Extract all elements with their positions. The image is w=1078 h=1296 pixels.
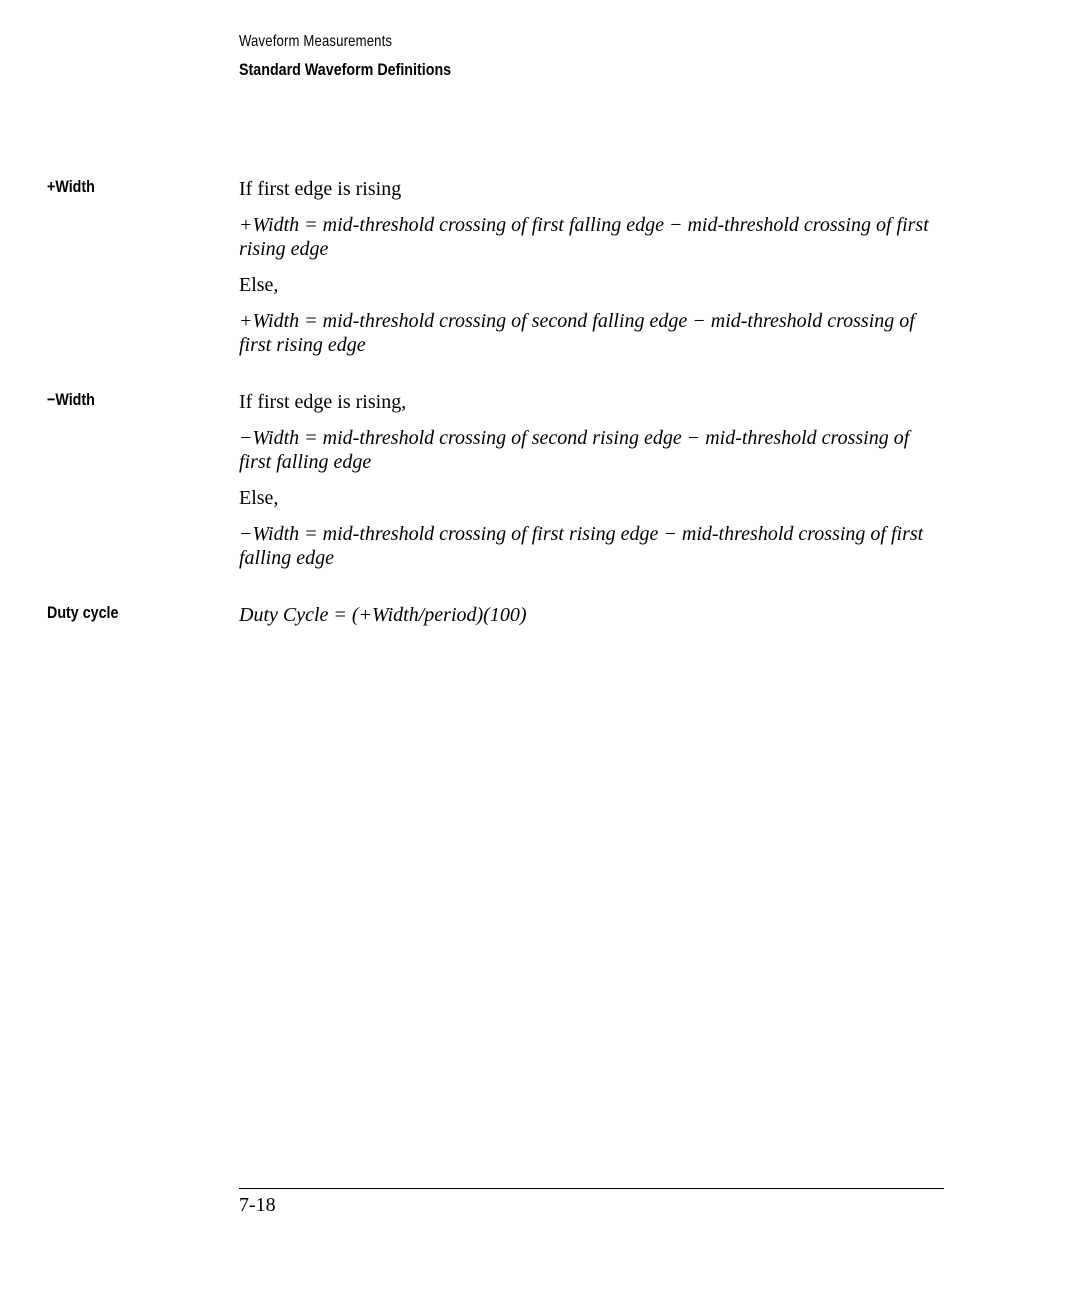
section-title: Standard Waveform Definitions — [239, 60, 452, 79]
formula-text: −Width = mid-threshold crossing of second rising edge − mid-threshold crossing of first falling edge — [239, 427, 910, 473]
condition-text: If first edge is rising, — [239, 391, 407, 413]
term-duty-cycle: Duty cycle — [47, 603, 119, 622]
term-minus-width: −Width — [47, 390, 95, 409]
formula-text: +Width = mid-threshold crossing of second falling edge − mid-threshold crossing of first rising edge — [239, 310, 915, 356]
formula-text: −Width = mid-threshold crossing of first rising edge − mid-threshold crossing of first falling edge — [239, 523, 924, 569]
definition-body — [239, 390, 929, 582]
formula-text: +Width = mid-threshold crossing of first falling edge − mid-threshold crossing of first rising edge — [239, 214, 929, 260]
condition-text: If first edge is rising — [239, 178, 402, 200]
definition-body — [239, 177, 929, 369]
definition-body — [239, 603, 929, 639]
formula-text: Duty Cycle = (+Width/period)(100) — [239, 604, 527, 626]
else-text: Else, — [239, 274, 279, 296]
page-number: 7-18 — [239, 1194, 276, 1216]
term-plus-width: +Width — [47, 177, 95, 196]
running-header — [239, 32, 939, 80]
footer-rule — [239, 1188, 944, 1189]
chapter-title: Waveform Measurements — [239, 33, 393, 50]
else-text: Else, — [239, 487, 279, 509]
